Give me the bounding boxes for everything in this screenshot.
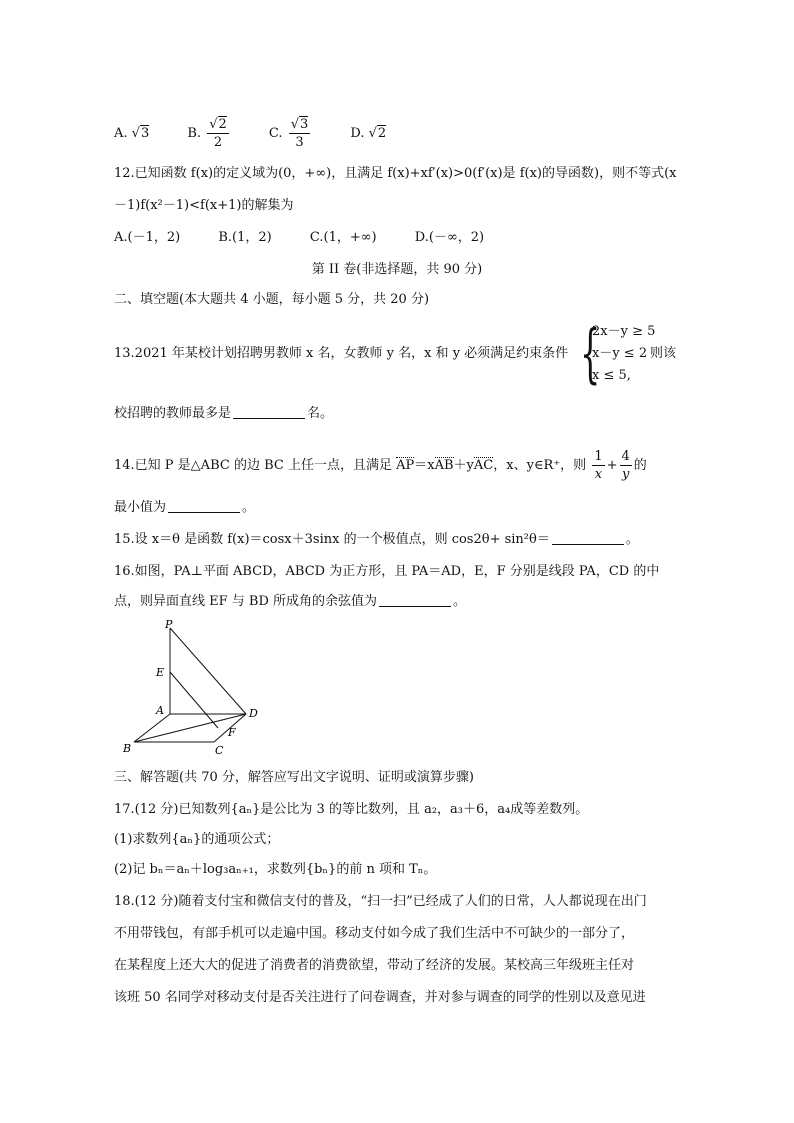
q17-line2: (1)求数列{aₙ}的通项公式； bbox=[114, 832, 280, 847]
q17-line3: (2)记 bₙ＝aₙ＋log₃aₙ₊₁，求数列{bₙ}的前 n 项和 Tₙ。 bbox=[114, 862, 437, 877]
label-c: C bbox=[215, 744, 224, 757]
q14-vector-ac: AC bbox=[474, 456, 493, 476]
q11-option-b bbox=[187, 116, 230, 151]
q14-vector-ap: AP bbox=[396, 456, 414, 476]
q13-constraint-3: x ≤ 5, bbox=[592, 368, 631, 383]
q15-pre: 15.设 x＝θ 是函数 f(x)＝cosx＋3sinx 的一个极值点，则 cos2θ+ sin²θ＝ bbox=[114, 532, 550, 547]
q12-option-d: D.(－∞，2) bbox=[414, 230, 485, 245]
q14-line2-post: 。 bbox=[242, 500, 256, 515]
q11-option-b-num: 2 bbox=[218, 117, 227, 132]
q14-answer-blank bbox=[168, 498, 240, 513]
label-f: F bbox=[228, 726, 236, 739]
q14-fraction-1 bbox=[592, 448, 604, 483]
q13-text: 13.2021 年某校计划招聘男教师 x 名，女教师 y 名，x 和 y 必须满足约束条件 bbox=[114, 346, 569, 361]
q14-vector-ab: AB bbox=[435, 456, 454, 476]
q11-option-b-fraction: $\frac{√2}{2}$ bbox=[209, 117, 227, 150]
q14-line2-pre: 最小值为 bbox=[114, 500, 167, 515]
q13-line2-pre: 校招聘的教师最多是 bbox=[114, 406, 232, 421]
q11-option-c bbox=[269, 116, 312, 151]
q11-option-b-letter: B. bbox=[187, 126, 202, 141]
q11-option-a: A. √3 bbox=[114, 126, 150, 141]
q15-answer-blank bbox=[552, 530, 624, 545]
q14-f1-num: 1 bbox=[594, 449, 603, 464]
q14-mid: ，x、y∈R⁺，则 bbox=[493, 458, 587, 473]
q13-line1 bbox=[114, 344, 568, 364]
q15-post: 。 bbox=[625, 532, 639, 547]
q13-answer-blank bbox=[233, 404, 305, 419]
q14-pre: 14.已知 P 是△ABC 的边 BC 上任一点，且满足 bbox=[114, 458, 392, 473]
q14-fraction-2 bbox=[620, 448, 632, 483]
q18-line2: 不用带钱包，有部手机可以走遍中国。移动支付如今成了我们生活中不可缺少的一部分了， bbox=[114, 926, 635, 941]
q16-line2-pre: 点，则异面直线 EF 与 BD 所成角的余弦值为 bbox=[114, 594, 378, 609]
section3-heading: 三、解答题(共 70 分，解答应写出文字说明、证明或演算步骤) bbox=[114, 770, 474, 785]
q11-option-d: D. √2 bbox=[350, 126, 387, 141]
label-e: E bbox=[156, 666, 165, 679]
q12-option-c: C.(1，+∞) bbox=[309, 230, 377, 245]
q13-line2 bbox=[114, 404, 333, 424]
q11-option-a-letter: A. bbox=[114, 126, 128, 141]
q14-plus: ＋y bbox=[453, 458, 474, 473]
q14-f2-num: 4 bbox=[621, 449, 630, 464]
q13-brace: { bbox=[580, 317, 601, 391]
q16-line2-post: 。 bbox=[453, 594, 467, 609]
q14-plus2: + bbox=[606, 458, 618, 473]
q11-option-c-den: 3 bbox=[295, 135, 304, 150]
q11-option-c-fraction: $\frac{√3}{3}$ bbox=[290, 117, 309, 150]
label-b: B bbox=[123, 742, 132, 755]
q16-line2 bbox=[114, 592, 466, 612]
q12-option-b: B.(1，2) bbox=[218, 230, 272, 245]
q14-eq: ＝x bbox=[414, 458, 435, 473]
q16-figure bbox=[118, 618, 268, 762]
q14-f1-den: x bbox=[594, 467, 603, 482]
label-p: P bbox=[165, 618, 173, 631]
q15-line bbox=[114, 530, 639, 550]
q16-answer-blank bbox=[379, 592, 451, 607]
edge-ef bbox=[170, 672, 218, 728]
q14-line1 bbox=[114, 448, 647, 483]
q11-option-d-letter: D. bbox=[350, 126, 365, 141]
q18-line4: 该班 50 名同学对移动支付是否关注进行了问卷调查，并对参与调查的同学的性别以及意见进 bbox=[114, 990, 646, 1005]
q11-option-d-value: 2 bbox=[377, 126, 387, 141]
q17-line1: 17.(12 分)已知数列{aₙ}是公比为 3 的等比数列，且 a₂，a₃＋6，a₄成等差数列。 bbox=[114, 802, 589, 817]
q13-after: 则该 bbox=[650, 346, 677, 361]
section2-heading: 二、填空题(本大题共 4 小题，每小题 5 分，共 20 分) bbox=[114, 292, 430, 307]
edge-pd bbox=[170, 628, 246, 714]
q11-option-b-den: 2 bbox=[213, 135, 223, 150]
q16-line1: 16.如图，PA⊥平面 ABCD，ABCD 为正方形，且 PA＝AD，E，F 分别是线段 PA，CD 的中 bbox=[114, 564, 660, 579]
q12-option-a: A.(－1，2) bbox=[114, 230, 181, 245]
q11-option-a-value: 3 bbox=[140, 126, 150, 141]
q11-option-c-num: 3 bbox=[299, 117, 309, 132]
q14-post: 的 bbox=[633, 458, 647, 473]
q11-options bbox=[114, 116, 420, 151]
q12-line2: －1)f(x²－1)<f(x+1)的解集为 bbox=[114, 198, 294, 213]
q12-line1: 12.已知函数 f(x)的定义域为(0，+∞)，且满足 f(x)+xf′(x)>0(f′(x)是 f(x)的导函数)，则不等式(x bbox=[114, 166, 677, 181]
q13-line2-post: 名。 bbox=[307, 406, 334, 421]
label-a: A bbox=[156, 704, 164, 717]
q18-line1: 18.(12 分)随着支付宝和微信支付的普及，“扫一扫”已经成了人们的日常，人人都说现在出门 bbox=[114, 894, 647, 909]
q14-f2-den: y bbox=[621, 467, 630, 482]
q14-line2 bbox=[114, 498, 255, 518]
label-d: D bbox=[249, 707, 258, 720]
q13-constraint-1: 2x－y ≥ 5 bbox=[592, 324, 656, 339]
part2-title: 第 II 卷(非选择题，共 90 分) bbox=[311, 262, 483, 277]
q11-option-c-letter: C. bbox=[268, 126, 283, 141]
q18-line3: 在某程度上还大大的促进了消费者的消费欲望，带动了经济的发展。某校高三年级班主任对 bbox=[114, 958, 635, 973]
q12-options bbox=[114, 228, 518, 248]
q13-constraint-2: x－y ≤ 2 bbox=[592, 346, 648, 361]
